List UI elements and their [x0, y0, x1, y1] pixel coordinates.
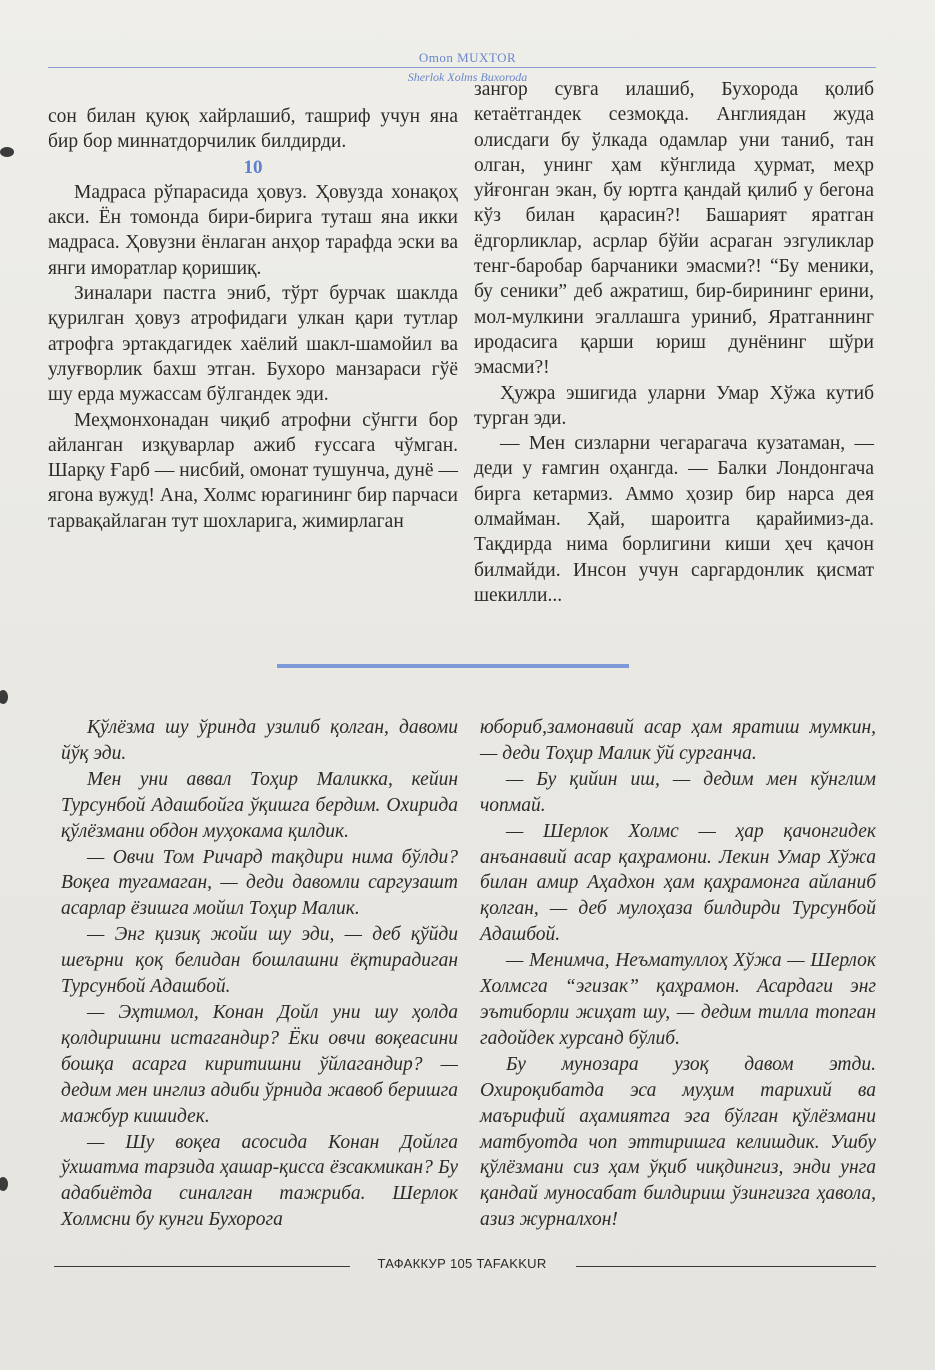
- binding-hole-mark: [0, 147, 14, 157]
- section-divider: [277, 664, 629, 668]
- right-paragraph: Ҳужра эшигида уларни Умар Хўжа кутиб турган эди.: [474, 382, 874, 429]
- afterword-paragraph: Қўлёзма шу ўринда узилиб қолган, давоми йўқ эди.: [61, 717, 458, 764]
- header-author: Omon MUXTOR: [418, 50, 517, 65]
- header-rule: [48, 67, 876, 68]
- binding-hole-mark: [0, 1177, 8, 1191]
- footer-rule-right: [576, 1266, 876, 1267]
- chapter-number: 10: [243, 156, 263, 178]
- left-text-column: [48, 104, 458, 534]
- binding-hole-mark: [0, 690, 8, 704]
- afterword-paragraph: — Бу қийин иш, — дедим мен кўнглим чопмай.: [480, 768, 876, 816]
- afterword-paragraph: — Овчи Том Ричард тақдири нима бўлди? Воқеа тугамаган, — деди давомли саргузашт асарлар ёзишга мойил Тоҳир Малик.: [61, 846, 458, 920]
- afterword-paragraph: — Шерлок Холмс — ҳар қачонгидек анъанавий асар қаҳрамони. Лекин Умар Хўжа билан амир Аҳадхон ҳам қаҳрамонга айланиб қолган, — деб мулоҳаза билдирди Турсунбой Адашбой.: [480, 820, 876, 946]
- afterword-paragraph: — Энг қизиқ жойи шу эди, — деб қўйди шеърни қоқ белидан бошлашни ёқтирадиган Турсунбой Адашбой.: [61, 924, 458, 998]
- afterword-paragraph: — Шу воқеа асосида Конан Дойлга ўхшатма тарзида ҳашар-қисса ёзсакмикан? Бу адабиётда синалган тажриба. Шерлок Холмсни бу кунги Бухорога: [61, 1131, 458, 1231]
- left-paragraph: Меҳмонхонадан чиқиб атрофни сўнгги бор айланган изқуварлар ажиб ғуссага чўмган. Шарқу Ғарб — нисбий, омонат тушунча, дунё — ягона вужуд! Ана, Холмс юрагининг бир парчаси тарвақайлаган тут шохларига, жимирлаган: [48, 409, 458, 532]
- left-paragraph: Мадраса рўпарасида ҳовуз. Ҳовузда хонақоҳ акси. Ён томонда бири-бирига туташ яна икки мадраса. Ҳовузни ёнлаган анҳор тарафда эски ва янги иморатлар қоришиқ.: [48, 181, 458, 279]
- opening-paragraph: сон билан қуюқ хайрлашиб, ташриф учун яна бир бор миннатдорчилик билдирди.: [48, 106, 458, 153]
- right-text-column: [474, 77, 874, 608]
- page-footer: [48, 1255, 876, 1277]
- afterword-paragraph: юбориб,замонавий асар ҳам яратиш мумкин, — деди Тоҳир Малик ўй сурганча.: [480, 717, 876, 764]
- right-paragraph: — Мен сизларни чегарагача кузатаман, — деди у ғамгин оҳангда. — Балки Лондонгача бирга кетармиз. Аммо ҳозир бир нарса дея олмайман. Ҳай, шароитга қарайимиз-да. Тақдирда нима борлигини киши ҳеч қачон билмайди. Инсон учун саргардонлик қисмат шекилли...: [474, 433, 874, 606]
- afterword-paragraph: Мен уни аввал Тоҳир Маликка, кейин Турсунбой Адашбойга ўқишга бердим. Охирида қўлёзмани обдон муҳокама қилдик.: [61, 768, 458, 842]
- afterword-paragraph: Бу мунозара узоқ давом этди. Охироқибатда эса муҳим тарихий ва маърифий аҳамиятга эга бўлган қўлёзмани матбуотда чоп эттиришга келишдик. Ушбу қўлёзмани сиз ҳам ўқиб чиқдингиз, энди унга қандай муносабат билдириш ўзингизга ҳавола, азиз журналхон!: [480, 1053, 876, 1231]
- header-subtitle: Sherlok Xolms Buxoroda: [407, 70, 528, 84]
- right-paragraph: зангор сувга илашиб, Бухорода қолиб кетаётгандек сезмоқда. Англиядан жуда олисдаги бу ўлкада одамлар уни таниб, тан олган, унинг ҳам кўнглида ҳурмат, меҳр уйғонган экан, бу юртга қандай қилиб у бегона кўз билан қарасин?! Башарият яратган ёдгорликлар, асрлар бўйи асраган эзгуликлар тенг-баробар барчаники эмасми?! “Бу меники, бу сеники” деб ажратиш, бир-бирининг ерини, мол-мулкини эгаллашга уриниб, Яратганнинг иродасига қарши юриш дунёнинг шўри эмасми?!: [474, 79, 874, 379]
- left-paragraph: Зиналари пастга эниб, тўрт бурчак шаклда қурилган ҳовуз атрофидаги улкан қари тутлар атрофга эртакдагидек хаёлий шакл-шамойил ва улуғворлик бахш этган. Бухоро манзараси гўё шу ерда мужассам бўлгандек эди.: [48, 283, 458, 406]
- footer-page-label: ТАФАККУР 105 TAFAKKUR: [377, 1256, 547, 1271]
- afterword-left-column: [61, 715, 458, 1233]
- afterword-paragraph: — Менимча, Неъматуллоҳ Хўжа — Шерлок Холмсга “эгизак” қаҳрамон. Асардаги энг эътиборли жиҳат шу, — дедим тилла топган гадойдек хурсанд бўлиб.: [480, 950, 876, 1049]
- afterword-right-column: [480, 715, 876, 1233]
- afterword-paragraph: — Эҳтимол, Конан Дойл уни шу ҳолда қолдиришни истагандир? Ёки овчи воқеасини бошқа асарга киритишни ўйлагандир? — дедим мен инглиз адиби ўрнида жавоб беришга мажбур кишидек.: [61, 1001, 458, 1127]
